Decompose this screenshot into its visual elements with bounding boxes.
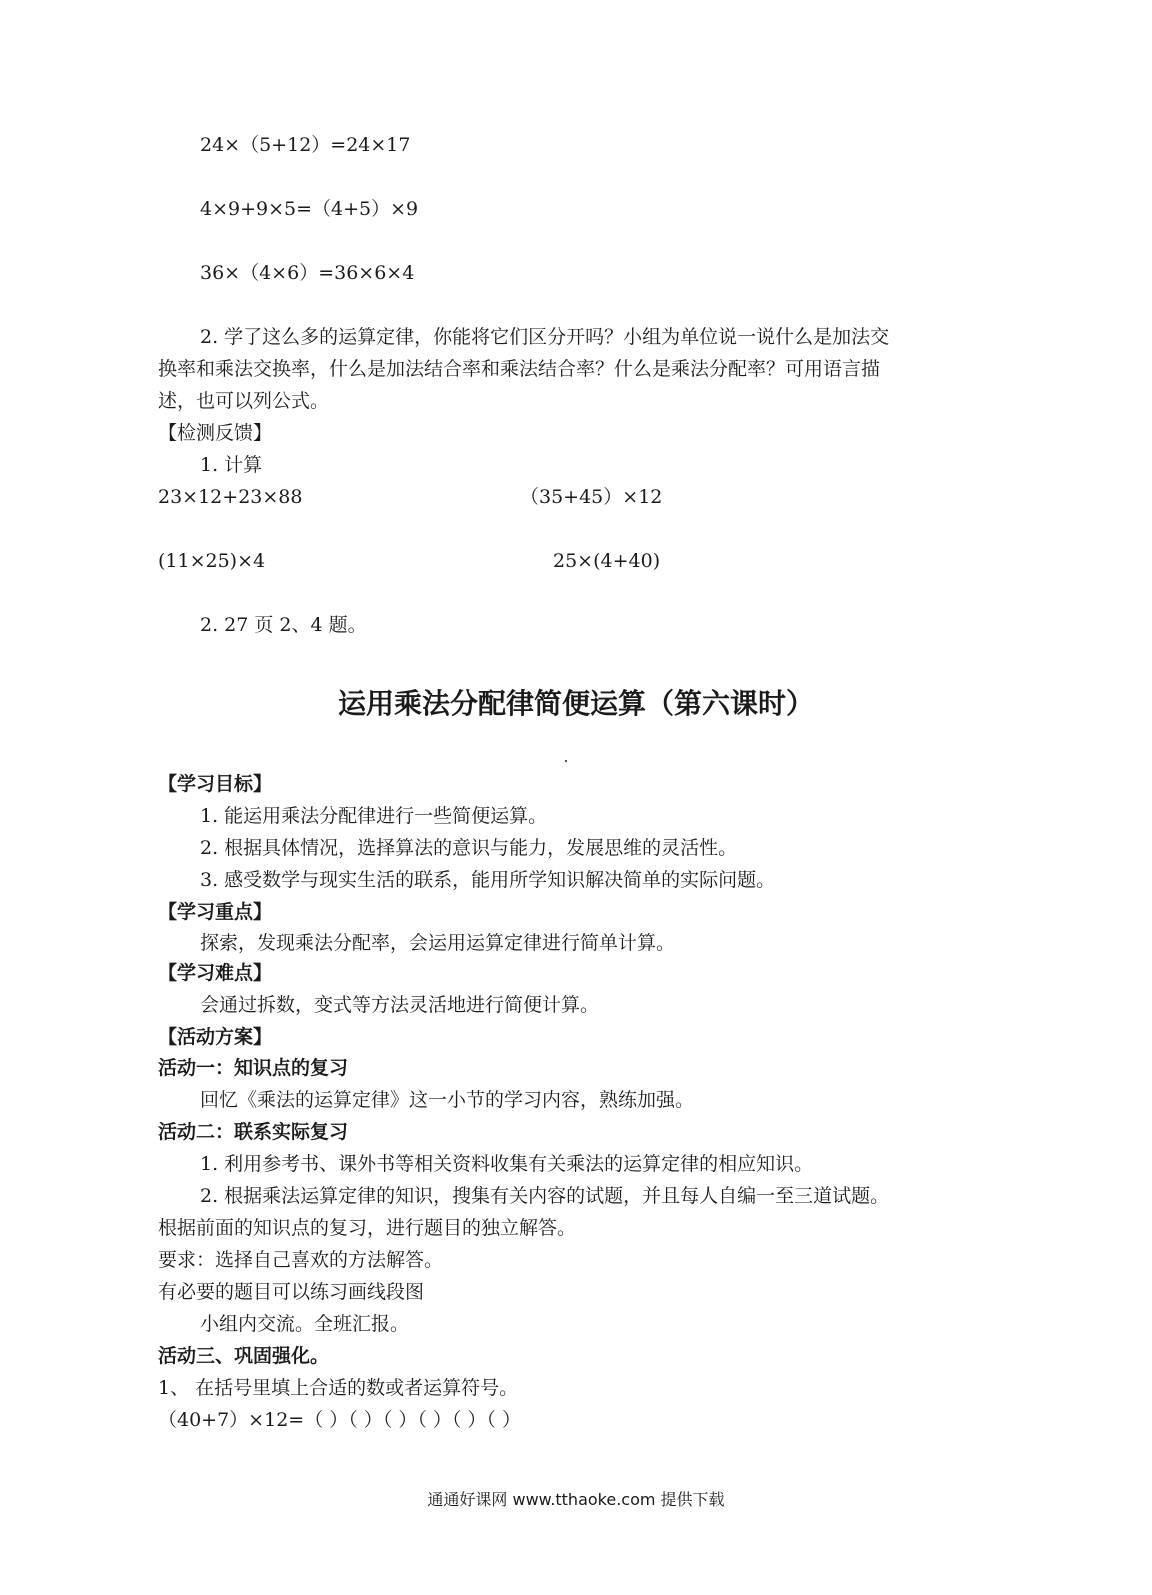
plan-heading: 【活动方案】 — [158, 1026, 273, 1048]
difficulty-heading: 【学习难点】 — [158, 962, 273, 984]
activity-item: 1. 利用参考书、课外书等相关资料收集有关乘法的运算定律的相应知识。 — [200, 1153, 814, 1175]
calc-exercise: 25×(4+40) — [553, 550, 661, 572]
calc-label: 1. 计算 — [200, 454, 263, 476]
page-task: 2. 27 页 2、4 题。 — [200, 614, 367, 636]
goal-item: 3. 感受数学与现实生活的联系，能用所学知识解决简单的实际问题。 — [200, 869, 776, 891]
question-text: 换率和乘法交换率，什么是加法结合率和乘法结合率？什么是乘法分配率？可用语言描 — [158, 358, 881, 380]
fill-in-equation: （40+7）×12=（ ）（ ）（ ）（ ）（ ）（ ） — [158, 1409, 521, 1431]
activity-heading: 活动一：知识点的复习 — [158, 1057, 349, 1079]
equation-line: 36×（4×6）=36×6×4 — [200, 262, 415, 284]
feedback-heading: 【检测反馈】 — [158, 422, 273, 444]
goals-heading: 【学习目标】 — [158, 773, 273, 795]
difficulty-text: 会通过拆数，变式等方法灵活地进行简便计算。 — [200, 994, 600, 1016]
equation-line: 4×9+9×5=（4+5）×9 — [200, 198, 419, 220]
key-heading: 【学习重点】 — [158, 901, 273, 923]
calc-exercise: 23×12+23×88 — [158, 486, 303, 508]
activity-text: 小组内交流。全班汇报。 — [200, 1313, 410, 1335]
calc-exercise: （35+45）×12 — [520, 486, 663, 508]
activity-heading: 活动二：联系实际复习 — [158, 1121, 349, 1143]
footer-download-note: 通通好课网 www.tthaoke.com 提供下载 — [427, 1490, 725, 1509]
calc-exercise: (11×25)×4 — [158, 550, 266, 572]
equation-line: 24×（5+12）=24×17 — [200, 134, 411, 156]
goal-item: 1. 能运用乘法分配律进行一些简便运算。 — [200, 805, 548, 827]
activity-item: 2. 根据乘法运算定律的知识，搜集有关内容的试题，并且每人自编一至三道试题。 — [200, 1185, 890, 1207]
activity-text: 有必要的题目可以练习画线段图 — [158, 1281, 425, 1303]
scan-speck — [565, 760, 567, 762]
activity-text: 要求：选择自己喜欢的方法解答。 — [158, 1249, 444, 1271]
activity-text: 根据前面的知识点的复习，进行题目的独立解答。 — [158, 1217, 577, 1239]
activity-heading: 活动三、巩固强化。 — [158, 1345, 330, 1367]
question-text: 述，也可以列公式。 — [158, 390, 330, 412]
lesson-title: 运用乘法分配律简便运算（第六课时） — [337, 687, 814, 720]
goal-item: 2. 根据具体情况，选择算法的意识与能力，发展思维的灵活性。 — [200, 837, 738, 859]
activity-item: 1、 在括号里填上合适的数或者运算符号。 — [158, 1377, 519, 1399]
question-text: 2. 学了这么多的运算定律，你能将它们区分开吗？小组为单位说一说什么是加法交 — [200, 326, 890, 348]
key-text: 探索，发现乘法分配率，会运用运算定律进行简单计算。 — [200, 932, 676, 954]
activity-text: 回忆《乘法的运算定律》这一小节的学习内容，熟练加强。 — [200, 1089, 695, 1111]
